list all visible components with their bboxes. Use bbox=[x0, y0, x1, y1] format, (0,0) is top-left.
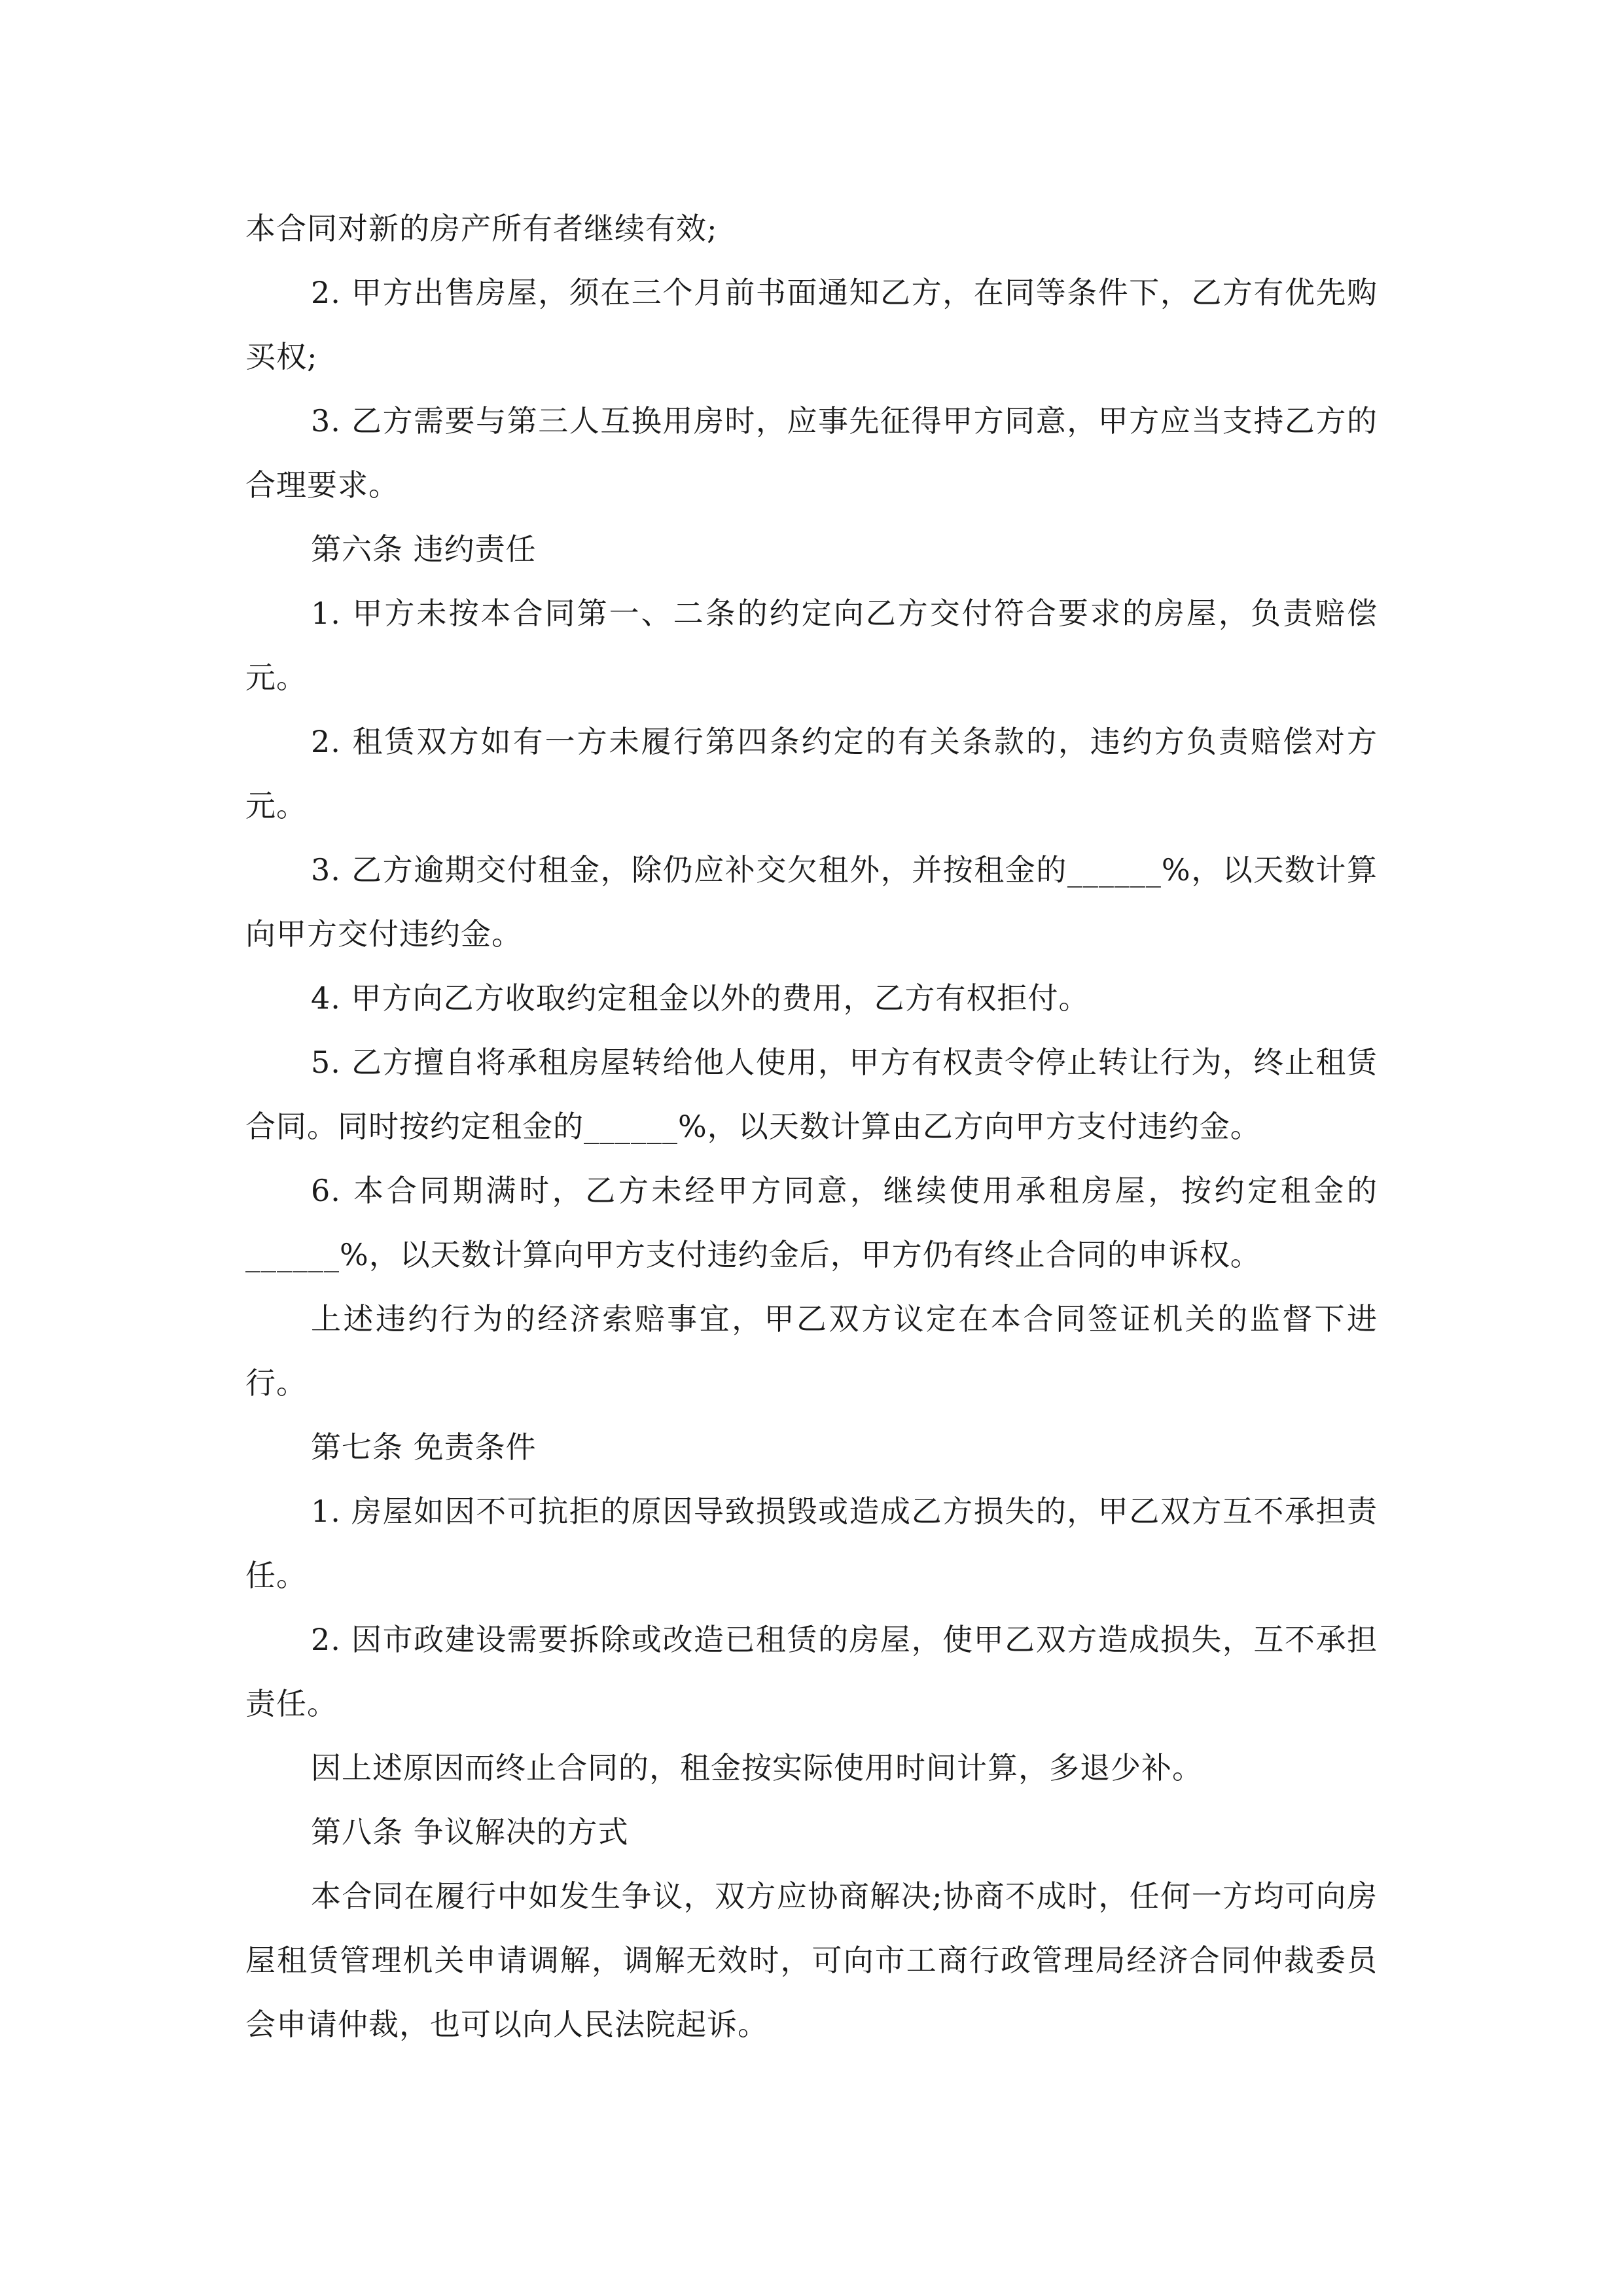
paragraph-clause-6-3: 3. 乙方逾期交付租金，除仍应补交欠租外，并按租金的______%，以天数计算向甲方交付违约金。 bbox=[245, 852, 1378, 952]
paragraph-clause-7-1: 1. 房屋如因不可抗拒的原因导致损毁或造成乙方损失的，甲乙双方互不承担责任。 bbox=[245, 1494, 1378, 1593]
paragraph-clause-6-1: 1. 甲方未按本合同第一、二条的约定向乙方交付符合要求的房屋，负责赔偿元。 bbox=[245, 596, 1378, 695]
paragraph-clause-6-5: 5. 乙方擅自将承租房屋转给他人使用，甲方有权责令停止转让行为，终止租赁合同。同时按约定租金的______%，以天数计算由乙方向甲方支付违约金。 bbox=[245, 1045, 1378, 1144]
section-heading-article-7: 第七条 免责条件 bbox=[311, 1429, 537, 1465]
paragraph-clause-6-note: 上述违约行为的经济索赔事宜，甲乙双方议定在本合同签证机关的监督下进行。 bbox=[245, 1301, 1378, 1401]
paragraph-clause-6-6: 6. 本合同期满时，乙方未经甲方同意，继续使用承租房屋，按约定租金的______%，以天数计算向甲方支付违约金后，甲方仍有终止合同的申诉权。 bbox=[245, 1173, 1378, 1272]
paragraph-clause-7-note: 因上述原因而终止合同的，租金按实际使用时间计算，多退少补。 bbox=[311, 1750, 1203, 1785]
paragraph-continuation: 本合同对新的房产所有者继续有效; bbox=[245, 211, 718, 246]
document-body bbox=[245, 196, 1378, 2056]
paragraph-clause-6-2: 2. 租赁双方如有一方未履行第四条约定的有关条款的，违约方负责赔偿对方元。 bbox=[245, 724, 1378, 823]
section-heading-article-8: 第八条 争议解决的方式 bbox=[311, 1814, 629, 1850]
paragraph-clause-6-4: 4. 甲方向乙方收取约定租金以外的费用，乙方有权拒付。 bbox=[311, 980, 1090, 1016]
paragraph-clause-5-3: 3. 乙方需要与第三人互换用房时，应事先征得甲方同意，甲方应当支持乙方的合理要求。 bbox=[245, 403, 1378, 503]
section-heading-article-6: 第六条 违约责任 bbox=[311, 531, 537, 567]
paragraph-clause-7-2: 2. 因市政建设需要拆除或改造已租赁的房屋，使甲乙双方造成损失，互不承担责任。 bbox=[245, 1622, 1378, 1721]
paragraph-clause-8-body: 本合同在履行中如发生争议，双方应协商解决;协商不成时，任何一方均可向房屋租赁管理机关申请调解，调解无效时，可向市工商行政管理局经济合同仲裁委员会申请仲裁，也可以向人民法院起诉。 bbox=[245, 1878, 1378, 2042]
paragraph-clause-5-2: 2. 甲方出售房屋，须在三个月前书面通知乙方，在同等条件下，乙方有优先购买权; bbox=[245, 275, 1378, 374]
